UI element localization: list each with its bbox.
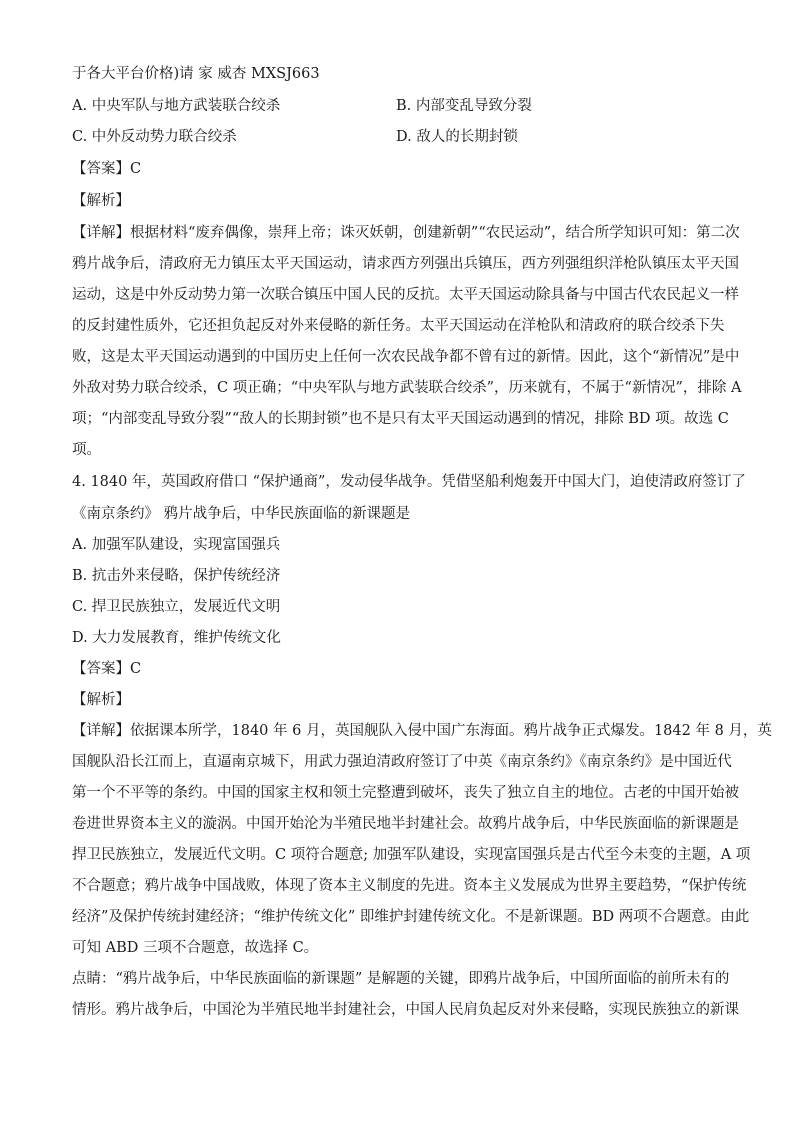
q4-detail-line: 国舰队沿长江而上，直逼南京城下，用武力强迫清政府签订了中英《南京条约》《南京条约》是中国近代: [72, 754, 732, 770]
q3-detail-line: 鸦片战争后，清政府无力镇压太平天国运动，请求西方列强出兵镇压，西方列强组织洋枪队镇压太平天国: [72, 256, 739, 272]
q4-detail-line: 不合题意；鸦片战争中国战败，体现了资本主义制度的先进。资本主义发展成为世界主要趋势，“保护传统: [72, 878, 747, 894]
q3-option-b: B. 内部变乱导致分裂: [396, 98, 532, 114]
q3-detail-line: 运动，这是中外反动势力第一次联合镇压中国人民的反抗。太平天国运动除具备与中国古代农民起义一样: [72, 287, 739, 303]
q3-detail-line: 败，这是太平天国运动遇到的中国历史上任何一次农民战争都不曾有过的新情。因此，这个“新情况”是中: [72, 349, 740, 365]
q3-option-c: C. 中外反动势力联合绞杀: [72, 129, 237, 145]
q4-comment-line: 情形。鸦片战争后，中国沦为半殖民地半封建社会，中国人民肩负起反对外来侵略，实现民族独立的新课: [72, 1002, 739, 1018]
q3-analysis-label: 【解析】: [72, 193, 130, 209]
q4-option-c: C. 捍卫民族独立，发展近代文明: [72, 599, 281, 615]
q4-stem-line: 4. 1840 年，英国政府借口 “保护通商”，发动侵华战争。凭借坚船利炮轰开中国大门，迫使清政府签订了: [72, 474, 746, 490]
q3-option-d: D. 敌人的长期封锁: [396, 129, 518, 145]
q3-detail-line: 外敌对势力联合绞杀，C 项正确；“中央军队与地方武装联合绞杀”，历来就有，不属于“新情况”，排除 A: [72, 380, 742, 396]
q3-answer: 【答案】C: [72, 161, 142, 177]
q3-stem-tail: 于各大平台价格)请 家 威杏 MXSJ663: [72, 66, 320, 82]
q4-option-a: A. 加强军队建设，实现富国强兵: [72, 537, 281, 553]
q4-detail-line: 经济”及保护传统封建经济；“维护传统文化” 即维护封建传统文化。不是新课题。BD 两项不合题意。由此: [72, 909, 750, 925]
q3-option-a: A. 中央军队与地方武装联合绞杀: [72, 98, 281, 114]
q4-comment-line: 点睛：“鸦片战争后，中华民族面临的新课题” 是解题的关键，即鸦片战争后，中国所面临的前所未有的: [72, 971, 730, 987]
q4-analysis-label: 【解析】: [72, 692, 130, 708]
q4-option-d: D. 大力发展教育，维护传统文化: [72, 630, 281, 646]
q4-detail-line: 捍卫民族独立，发展近代文明。C 项符合题意; 加强军队建设，实现富国强兵是古代至今未变的主题，A 项: [72, 847, 751, 863]
q3-detail-line: 【详解】根据材料“废弃偶像，崇拜上帝；诛灭妖朝，创建新朝”“农民运动”，结合所学知识可知：第二次: [72, 225, 740, 241]
q3-detail-line: 项。: [72, 442, 101, 458]
q4-stem-line: 《南京条约》 鸦片战争后，中华民族面临的新课题是: [72, 506, 411, 522]
q4-option-b: B. 抗击外来侵略，保护传统经济: [72, 568, 281, 584]
q4-detail-line: 卷进世界资本主义的漩涡。中国开始沦为半殖民地半封建社会。故鸦片战争后，中华民族面临的新课题是: [72, 816, 739, 832]
q4-detail-line: 【详解】依据课本所学，1840 年 6 月，英国舰队入侵中国广东海面。鸦片战争正式爆发。1842 年 8 月，英: [72, 723, 772, 739]
q3-detail-line: 项；“内部变乱导致分裂”“敌人的长期封锁”也不是只有太平天国运动遇到的情况，排除 BD 项。故选 C: [72, 411, 729, 427]
q4-answer: 【答案】C: [72, 661, 142, 677]
q4-detail-line: 可知 ABD 三项不合题意，故选择 C。: [72, 940, 319, 956]
q4-detail-line: 第一个不平等的条约。中国的国家主权和领土完整遭到破坏，丧失了独立自主的地位。古老的中国开始被: [72, 785, 739, 801]
q3-detail-line: 的反封建性质外，它还担负起反对外来侵略的新任务。太平天国运动在洋枪队和清政府的联合绞杀下失: [72, 318, 725, 334]
